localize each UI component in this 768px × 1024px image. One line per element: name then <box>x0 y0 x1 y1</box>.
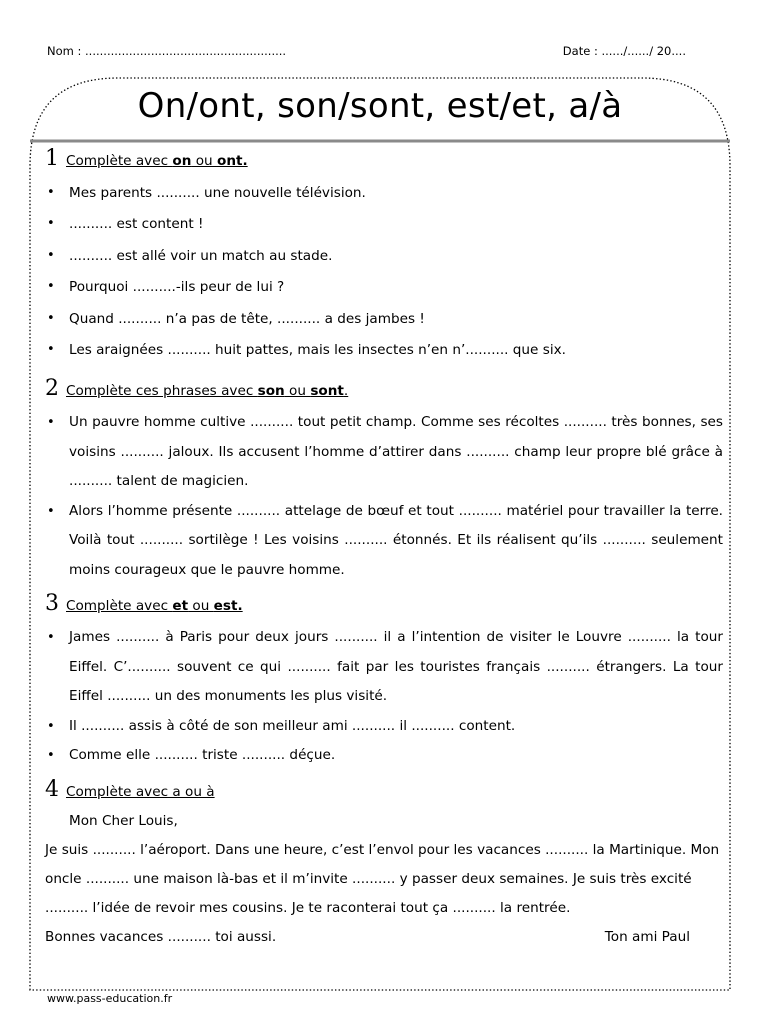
letter-line: Je suis .......... l’aéroport. Dans une heure, c’est l’envol pour les vacances .......... la Martinique. Mon <box>45 841 720 858</box>
exercise-3-list <box>45 623 723 771</box>
list-item: • Comme elle .......... triste .......... déçue. <box>45 741 723 771</box>
page-title: On/ont, son/sont, est/et, a/à <box>137 86 623 126</box>
section-3-heading <box>45 593 723 615</box>
list-item: • .......... est allé voir un match au stade. <box>45 247 723 278</box>
section-number: 1 <box>45 146 59 171</box>
exercise-1-list <box>45 184 723 372</box>
list-item: • Alors l’homme présente .......... attelage de bœuf et tout .......... matériel pour travailler la terre. Voilà tout .......... sortilège ! Les voisins .......... étonnés. Et ils réalisent qu’ils .......... seulement moins courageux que le pauvre homme. <box>45 497 723 586</box>
section-number: 4 <box>45 776 59 802</box>
list-item: • Il .......... assis à côté de son meilleur ami .......... il .......... content. <box>45 712 723 742</box>
list-item: • James .......... à Paris pour deux jours .......... il a l’intention de visiter le Louvre .......... la tour Eiffel. C’.......... souvent ce qui .......... fait par les touristes français .......... étrangers. La tour Eiffel .......... un des monuments les plus visité. <box>45 623 723 712</box>
list-item: • Pourquoi ..........-ils peur de lui ? <box>45 278 723 309</box>
date-field: Date : ....../....../ 20.... <box>562 44 686 58</box>
section-1-heading <box>45 148 723 170</box>
footer-url: www.pass-education.fr <box>47 992 173 1005</box>
section-instruction: Complète avec on ou ont. <box>66 153 248 169</box>
letter-greeting: Mon Cher Louis, <box>69 812 178 829</box>
section-4-heading <box>45 776 723 802</box>
section-number: 2 <box>45 376 59 402</box>
letter-line: .......... l’idée de revoir mes cousins. Je te raconterai tout ça .......... la rentrée. <box>45 899 571 916</box>
letter-signature: Ton ami Paul <box>604 928 690 945</box>
section-2-heading <box>45 378 723 400</box>
section-instruction: Complète avec et ou est. <box>66 598 243 615</box>
letter-closing: Bonnes vacances .......... toi aussi. <box>45 928 277 945</box>
section-instruction: Complète avec a ou à <box>66 783 215 800</box>
worksheet-content <box>45 148 723 952</box>
name-field: Nom : ....................................................... <box>47 44 287 58</box>
list-item: • Quand .......... n’a pas de tête, .......... a des jambes ! <box>45 310 723 341</box>
letter-exercise <box>45 807 723 952</box>
list-item: • .......... est content ! <box>45 215 723 246</box>
letter-closing-row <box>45 923 723 952</box>
exercise-2-list <box>45 408 723 585</box>
list-item: • Un pauvre homme cultive .......... tout petit champ. Comme ses récoltes .......... très bonnes, ses voisins .......... jaloux. Ils accusent l’homme d’attirer dans .......... champ leur propre blé grâce à .......... talent de magicien. <box>45 408 723 497</box>
section-instruction: Complète ces phrases avec son ou sont. <box>66 383 349 400</box>
section-number: 3 <box>45 591 59 617</box>
list-item: • Les araignées .......... huit pattes, mais les insectes n’en n’.......... que six. <box>45 341 723 372</box>
list-item: • Mes parents .......... une nouvelle télévision. <box>45 184 723 215</box>
letter-line: oncle .......... une maison là-bas et il m’invite .......... y passer deux semaines. Je suis très excité <box>45 870 692 887</box>
